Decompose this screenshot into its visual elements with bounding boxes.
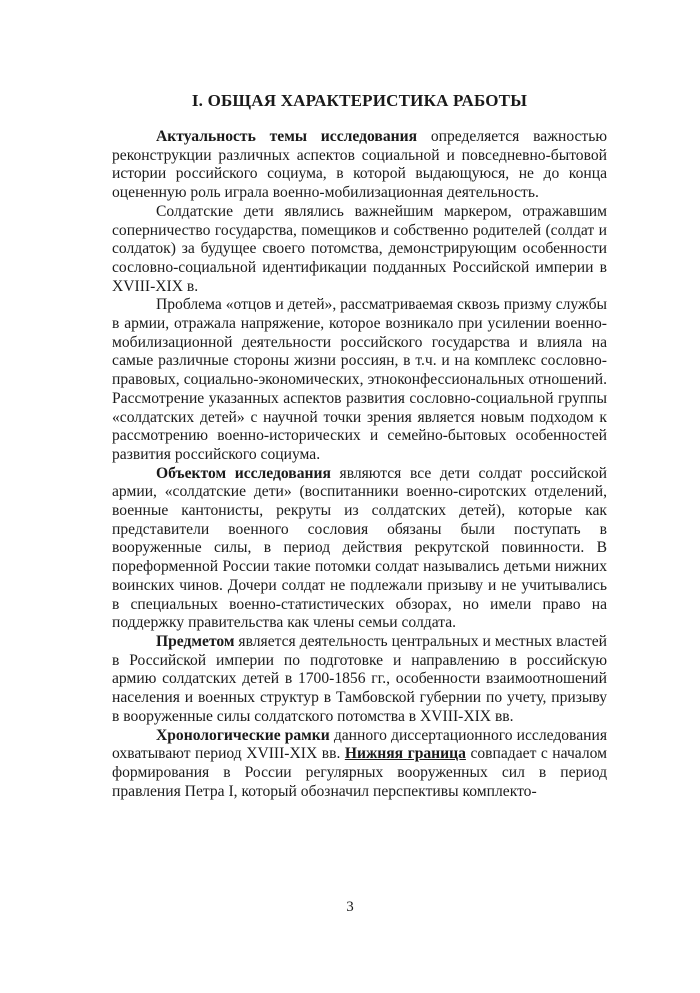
fathers-children-text: Проблема «отцов и детей», рассматриваемая сквозь призму службы в армии, отражала напряжение, которое возникало при усилении военно-мобилизационной деятельности российского государства и влияла на самые различные стороны жизни россиян, в т.ч. и на комплекс сословно-правовых, социально-экономических, этноконфессиональных отношений. Рассмотрение указанных аспектов развития сословно-социальной группы «солдатских детей» с научной точки зрения является новым подходом к рассмотрению военно-исторических и семейно-бытовых особенностей развития российского социума. — [112, 296, 607, 463]
object-text: являются все дети солдат российской армии, «солдатские дети» (воспитанники военно-сиротских отделений, военные кантонисты, рекруты из солдатских детей), которые как представители военного сословия обязаны были поступать в вооруженные силы, в период действия рекрутской повинности. В пореформенной России такие потомки солдат назывались детьми нижних воинских чинов. Дочери солдат не подлежали призыву и не учитывались в специальных военно-статистических обзорах, но имели право на поддержку правительства как члены семьи солдата. — [112, 464, 607, 632]
subject-text: является деятельность центральных и местных властей в Российской империи по подготовке и направлению в российскую армию солдатских детей в 1700-1856 гг., особенности взаимоотношений населения и военных структур в Тамбовской губернии по учету, призыву в вооруженные силы солдатского потомства в XVIII-XIX вв. — [112, 632, 607, 725]
paragraph-chronology — [112, 727, 607, 802]
soldier-children-text: Солдатские дети являлись важнейшим маркером, отражавшим соперничество государства, помещиков и собственно родителей (солдат и солдаток) за будущее своего потомства, демонстрирующим особенности сословно-социальной идентификации подданных Российской империи в XVIII-XIX в. — [112, 202, 607, 295]
relevance-text: определяется важностью реконструкции различных аспектов социальной и повседневно-бытовой истории российского социума, в которой выдающуюся, не до конца оцененную роль играла военно-мобилизационная деятельность. — [112, 128, 607, 202]
relevance-lead: Актуальность темы исследования — [156, 128, 418, 145]
document-page — [112, 90, 607, 801]
subject-lead: Предметом — [156, 632, 235, 650]
paragraph-object — [112, 465, 607, 633]
paragraph-soldier-children — [112, 203, 607, 297]
paragraph-fathers-children — [112, 296, 607, 464]
paragraph-subject — [112, 633, 607, 727]
chronology-text-2: совпадает с началом формирования в России регулярных вооруженных сил в период правления Петра I, который обозначил перспективы комплекто- — [112, 745, 607, 800]
chronology-underlined: Нижняя граница — [344, 745, 466, 763]
paragraph-relevance — [112, 128, 607, 203]
chronology-text-1: данного диссертационного исследования охватывают период XVIII-XIX вв. — [112, 726, 607, 763]
chronology-lead: Хронологические рамки — [156, 726, 330, 744]
page-number: 3 — [346, 899, 354, 915]
object-lead: Объектом исследования — [156, 464, 331, 482]
section-heading: I. ОБЩАЯ ХАРАКТЕРИСТИКА РАБОТЫ — [191, 91, 528, 110]
